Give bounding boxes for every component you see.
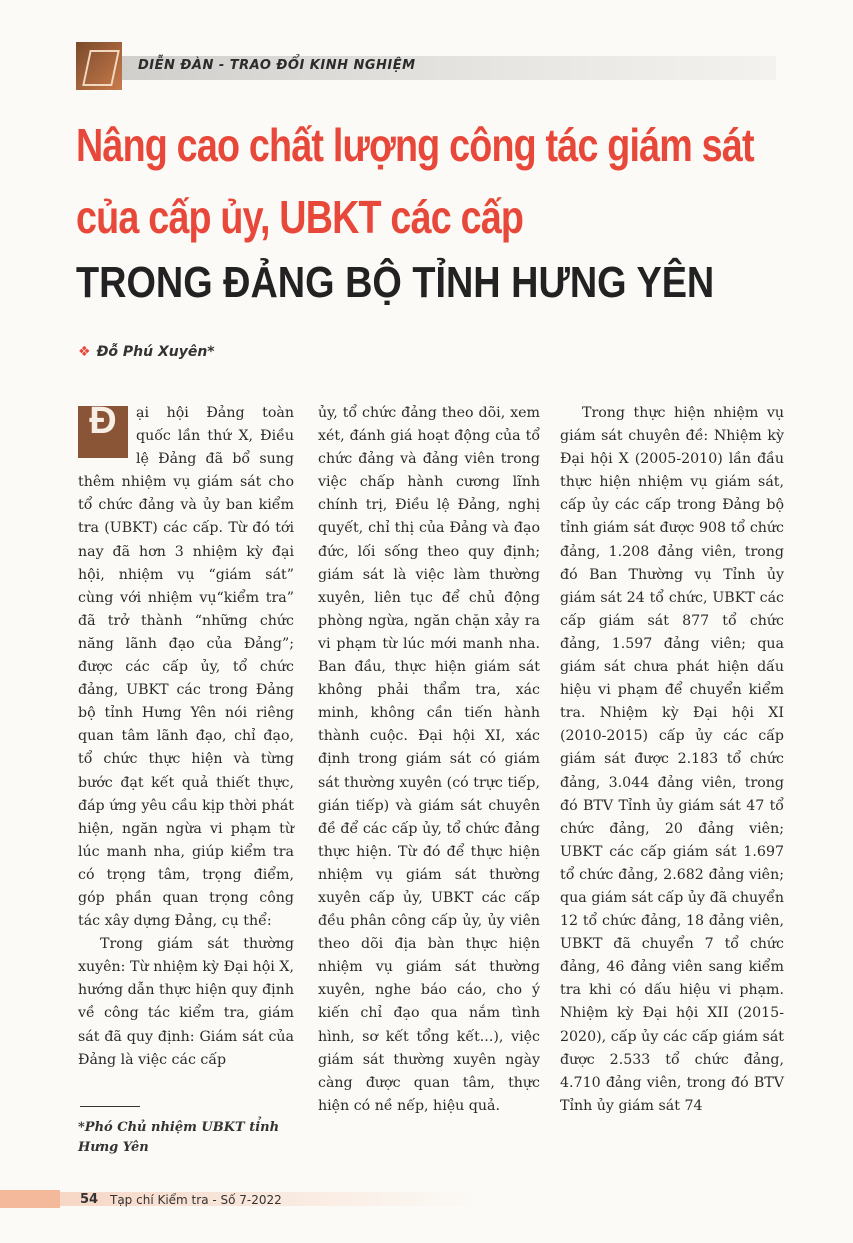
- paragraph: Trong giám sát thường xuyên: Từ nhiệm kỳ Đại hội X, hướng dẫn thực hiện quy định về công tác kiểm tra, giám sát đã quy định: Giám sát của Đảng là việc các cấp: [78, 936, 294, 1068]
- paragraph: ủy, tổ chức đảng theo dõi, xem xét, đánh giá hoạt động của tổ chức đảng và đảng viên trong việc chấp hành cương lĩnh chính trị, Điều lệ Đảng, nghị quyết, chỉ thị của Đảng và đạo đức, lối sống theo quy định; giám sát là việc làm thường xuyên, liên tục để chủ động phòng ngừa, ngăn chặn xảy ra vi phạm từ lúc mới manh nha. Ban đầu, thực hiện giám sát không phải thẩm tra, xác minh, không cần tiến hành thành cuộc. Đại hội XI, xác định trong giám sát có giám sát thường xuyên (có trực tiếp, gián tiếp) và giám sát chuyên đề để các cấp ủy, tổ chức đảng thực hiện. Từ đó để thực hiện nhiệm vụ giám sát thường xuyên cấp ủy, UBKT các cấp đều phân công cấp ủy, ủy viên theo dõi địa bàn thực hiện nhiệm vụ giám sát thường xuyên, nghe báo cáo, cho ý kiến chỉ đạo qua nắm tình hình, sơ kết tổng kết...), việc giám sát thường xuyên ngày càng được quan tâm, thực hiện có nề nếp, hiệu quả.: [318, 405, 540, 1114]
- paragraph: ại hội Đảng toàn quốc lần thứ X, Điều lệ Đảng đã bổ sung thêm nhiệm vụ giám sát cho tổ chức đảng và ủy ban kiểm tra (UBKT) các cấp. Từ đó tới nay đã hơn 3 nhiệm kỳ đại hội, nhiệm vụ “giám sát” cùng với nhiệm vụ“kiểm tra” đã trở thành “những chức năng lãnh đạo của Đảng”; được các cấp ủy, tổ chức đảng, UBKT các trong Đảng bộ tỉnh Hưng Yên nói riêng quan tâm lãnh đạo, chỉ đạo, tổ chức thực hiện và từng bước đạt kết quả thiết thực, đáp ứng yêu cầu kịp thời phát hiện, ngăn ngừa vi phạm từ lúc manh nha, giúp kiểm tra có trọng tâm, trọng điểm, góp phần quan trọng công tác xây dựng Đảng, cụ thể:: [78, 405, 294, 930]
- author-byline: [78, 344, 215, 360]
- column-1: [78, 402, 294, 1072]
- section-header: [76, 42, 776, 90]
- dropcap-letter: Đ: [89, 400, 117, 442]
- column-3: [560, 402, 784, 1118]
- author-name: Đỗ Phú Xuyên*: [96, 344, 215, 360]
- footnote: *Phó Chủ nhiệm UBKT tỉnh Hưng Yên: [78, 1120, 280, 1155]
- magazine-logo-icon: [76, 42, 122, 90]
- dropcap: [78, 400, 128, 458]
- title-line-3: TRONG ĐẢNG BỘ TỈNH HƯNG YÊN: [76, 258, 715, 307]
- diamond-icon: ❖: [78, 344, 91, 360]
- title-line-1: Nâng cao chất lượng công tác giám sát: [76, 119, 754, 171]
- title-line-2: của cấp ủy, UBKT các cấp: [76, 191, 524, 243]
- section-label: DIỄN ĐÀN - TRAO ĐỔI KINH NGHIỆM: [138, 58, 416, 73]
- paragraph: Trong thực hiện nhiệm vụ giám sát chuyên đề: Nhiệm kỳ Đại hội X (2005-2010) lần đầu thực hiện nhiệm vụ giám sát, cấp ủy các cấp trong Đảng bộ tỉnh giám sát được 908 tổ chức đảng, 1.208 đảng viên, trong đó Ban Thường vụ Tỉnh ủy giám sát 24 tổ chức, UBKT các cấp giám sát 877 tổ chức đảng, 1.597 đảng viên; qua giám sát chưa phát hiện dấu hiệu vi phạm để chuyển kiểm tra. Nhiệm kỳ Đại hội XI (2010-2015) cấp ủy các cấp giám sát được 2.183 tổ chức đảng, 3.044 đảng viên, trong đó BTV Tỉnh ủy giám sát 47 tổ chức đảng, 20 đảng viên; UBKT các cấp giám sát 1.697 tổ chức đảng, 2.682 đảng viên; qua giám sát cấp ủy đã chuyển 12 tổ chức đảng, 18 đảng viên, UBKT đã chuyển 7 tổ chức đảng, 46 đảng viên sang kiểm tra khi có dấu hiệu vi phạm. Nhiệm kỳ Đại hội XII (2015-2020), cấp ủy các cấp giám sát được 2.533 tổ chức đảng, 4.710 đảng viên, trong đó BTV Tỉnh ủy giám sát 74: [560, 405, 784, 1114]
- journal-name: Tạp chí Kiểm tra - Số 7-2022: [110, 1193, 282, 1207]
- footer-accent-bar: [0, 1190, 60, 1208]
- footnote-divider: [80, 1106, 140, 1107]
- page-number: 54: [80, 1192, 99, 1207]
- column-2: [318, 402, 540, 1118]
